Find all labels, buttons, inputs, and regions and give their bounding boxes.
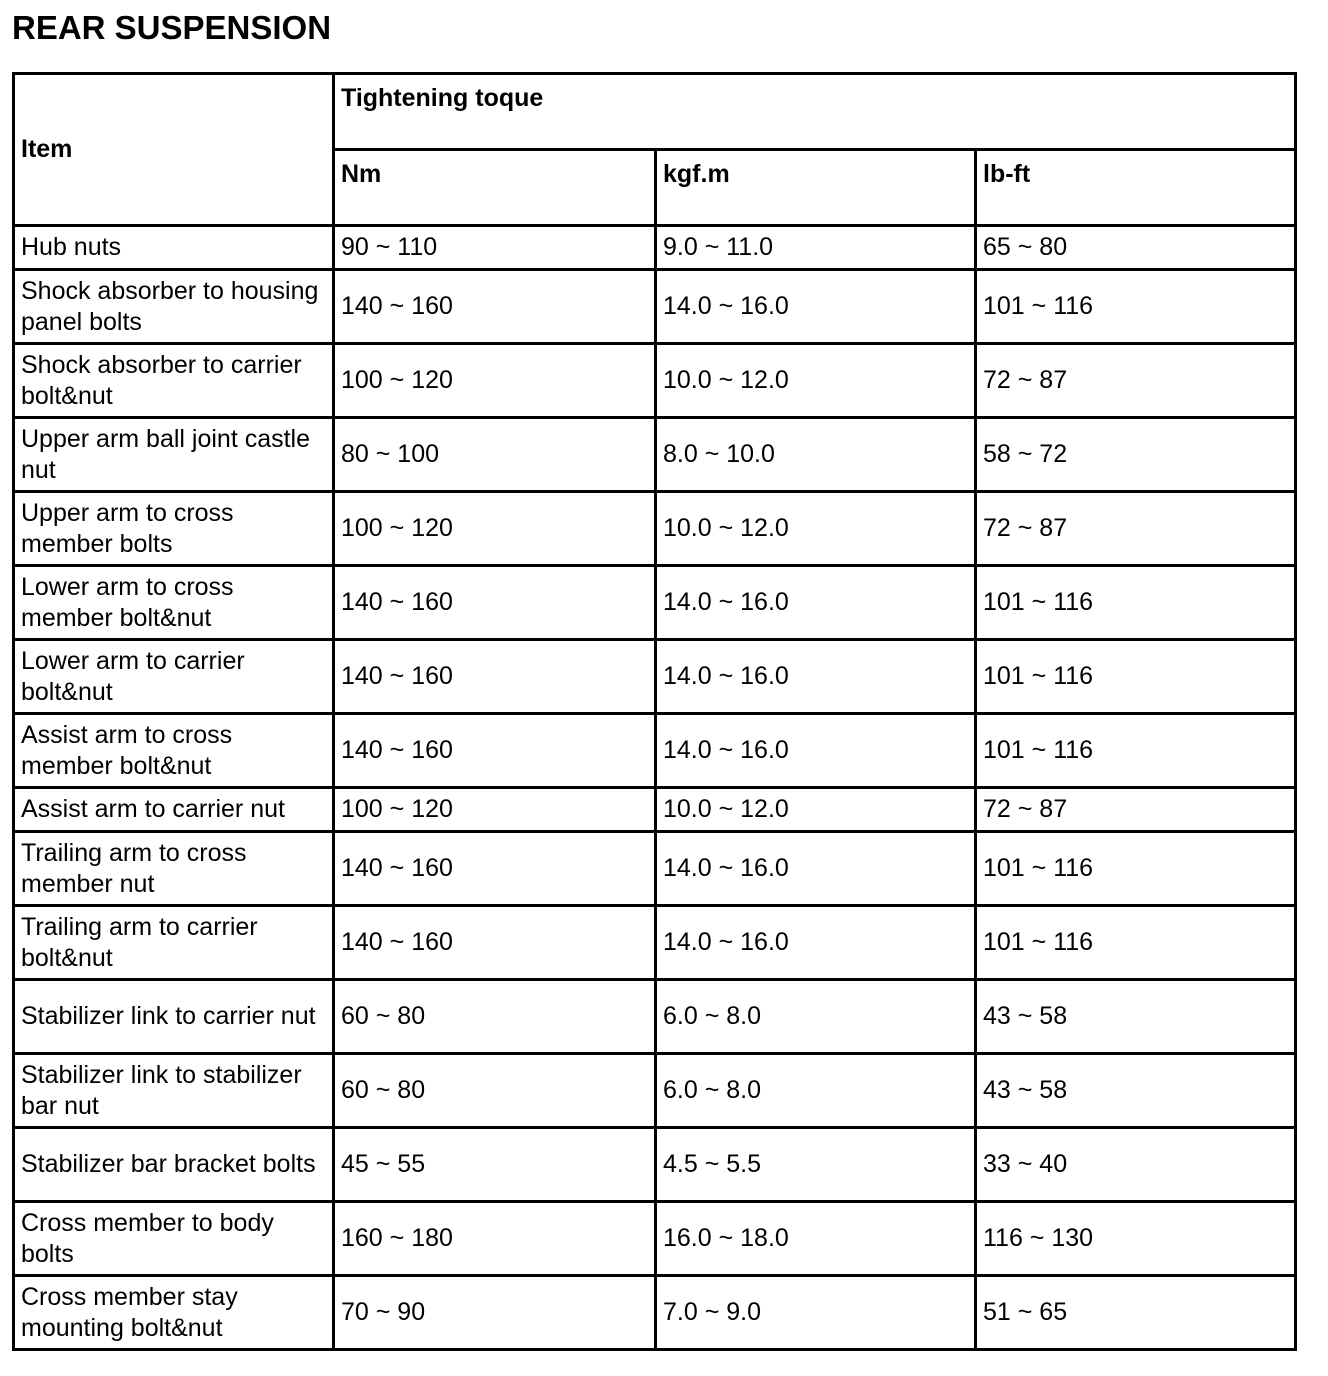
table-row [14, 492, 1296, 566]
cell-kgfm: 10.0 ~ 12.0 [656, 492, 976, 566]
header-lbft: lb-ft [976, 150, 1296, 226]
cell-nm: 70 ~ 90 [334, 1276, 656, 1350]
cell-kgfm: 7.0 ~ 9.0 [656, 1276, 976, 1350]
cell-kgfm: 14.0 ~ 16.0 [656, 640, 976, 714]
cell-lbft: 116 ~ 130 [976, 1202, 1296, 1276]
cell-item: Cross member stay mounting bolt&nut [14, 1276, 334, 1350]
cell-lbft: 33 ~ 40 [976, 1128, 1296, 1202]
cell-nm: 60 ~ 80 [334, 1054, 656, 1128]
page-title: REAR SUSPENSION [12, 9, 332, 46]
cell-item: Shock absorber to carrier bolt&nut [14, 344, 334, 418]
cell-lbft: 101 ~ 116 [976, 640, 1296, 714]
cell-lbft: 101 ~ 116 [976, 906, 1296, 980]
cell-kgfm: 14.0 ~ 16.0 [656, 566, 976, 640]
cell-lbft: 72 ~ 87 [976, 344, 1296, 418]
table-row [14, 566, 1296, 640]
header-nm: Nm [334, 150, 656, 226]
cell-nm: 80 ~ 100 [334, 418, 656, 492]
cell-lbft: 65 ~ 80 [976, 226, 1296, 270]
table-row [14, 832, 1296, 906]
cell-kgfm: 14.0 ~ 16.0 [656, 714, 976, 788]
header-item: Item [14, 74, 334, 226]
cell-item: Stabilizer link to stabilizer bar nut [14, 1054, 334, 1128]
cell-lbft: 101 ~ 116 [976, 566, 1296, 640]
cell-item: Lower arm to cross member bolt&nut [14, 566, 334, 640]
cell-nm: 90 ~ 110 [334, 226, 656, 270]
cell-item: Assist arm to cross member bolt&nut [14, 714, 334, 788]
cell-lbft: 58 ~ 72 [976, 418, 1296, 492]
cell-kgfm: 6.0 ~ 8.0 [656, 1054, 976, 1128]
cell-lbft: 43 ~ 58 [976, 1054, 1296, 1128]
table-body [14, 226, 1296, 1350]
table-row [14, 980, 1296, 1054]
table-row [14, 418, 1296, 492]
table-row [14, 1202, 1296, 1276]
cell-item: Shock absorber to housing panel bolts [14, 270, 334, 344]
cell-kgfm: 10.0 ~ 12.0 [656, 344, 976, 418]
table-row [14, 344, 1296, 418]
cell-nm: 140 ~ 160 [334, 906, 656, 980]
cell-nm: 45 ~ 55 [334, 1128, 656, 1202]
cell-item: Trailing arm to cross member nut [14, 832, 334, 906]
torque-table [12, 72, 1297, 1351]
cell-item: Upper arm ball joint castle nut [14, 418, 334, 492]
table-row [14, 226, 1296, 270]
cell-kgfm: 14.0 ~ 16.0 [656, 906, 976, 980]
cell-lbft: 101 ~ 116 [976, 714, 1296, 788]
cell-nm: 140 ~ 160 [334, 640, 656, 714]
table-row [14, 906, 1296, 980]
cell-nm: 140 ~ 160 [334, 566, 656, 640]
table-row [14, 1128, 1296, 1202]
header-tightening-torque: Tightening toque [334, 74, 1296, 150]
cell-item: Trailing arm to carrier bolt&nut [14, 906, 334, 980]
cell-nm: 140 ~ 160 [334, 714, 656, 788]
cell-kgfm: 6.0 ~ 8.0 [656, 980, 976, 1054]
cell-nm: 100 ~ 120 [334, 344, 656, 418]
cell-lbft: 101 ~ 116 [976, 832, 1296, 906]
cell-lbft: 51 ~ 65 [976, 1276, 1296, 1350]
header-row [14, 74, 1296, 150]
table-row [14, 640, 1296, 714]
cell-nm: 140 ~ 160 [334, 832, 656, 906]
cell-kgfm: 9.0 ~ 11.0 [656, 226, 976, 270]
cell-item: Lower arm to carrier bolt&nut [14, 640, 334, 714]
cell-lbft: 43 ~ 58 [976, 980, 1296, 1054]
cell-lbft: 72 ~ 87 [976, 492, 1296, 566]
cell-nm: 160 ~ 180 [334, 1202, 656, 1276]
table-row [14, 788, 1296, 832]
cell-item: Upper arm to cross member bolts [14, 492, 334, 566]
header-kgfm: kgf.m [656, 150, 976, 226]
cell-nm: 100 ~ 120 [334, 788, 656, 832]
table-row [14, 1276, 1296, 1350]
cell-kgfm: 4.5 ~ 5.5 [656, 1128, 976, 1202]
table-row [14, 1054, 1296, 1128]
cell-nm: 140 ~ 160 [334, 270, 656, 344]
cell-nm: 60 ~ 80 [334, 980, 656, 1054]
cell-kgfm: 14.0 ~ 16.0 [656, 270, 976, 344]
cell-item: Assist arm to carrier nut [14, 788, 334, 832]
table-row [14, 270, 1296, 344]
cell-item: Stabilizer link to carrier nut [14, 980, 334, 1054]
cell-item: Stabilizer bar bracket bolts [14, 1128, 334, 1202]
cell-lbft: 101 ~ 116 [976, 270, 1296, 344]
cell-kgfm: 14.0 ~ 16.0 [656, 832, 976, 906]
cell-kgfm: 8.0 ~ 10.0 [656, 418, 976, 492]
cell-lbft: 72 ~ 87 [976, 788, 1296, 832]
cell-item: Hub nuts [14, 226, 334, 270]
cell-item: Cross member to body bolts [14, 1202, 334, 1276]
cell-kgfm: 10.0 ~ 12.0 [656, 788, 976, 832]
cell-kgfm: 16.0 ~ 18.0 [656, 1202, 976, 1276]
cell-nm: 100 ~ 120 [334, 492, 656, 566]
table-row [14, 714, 1296, 788]
